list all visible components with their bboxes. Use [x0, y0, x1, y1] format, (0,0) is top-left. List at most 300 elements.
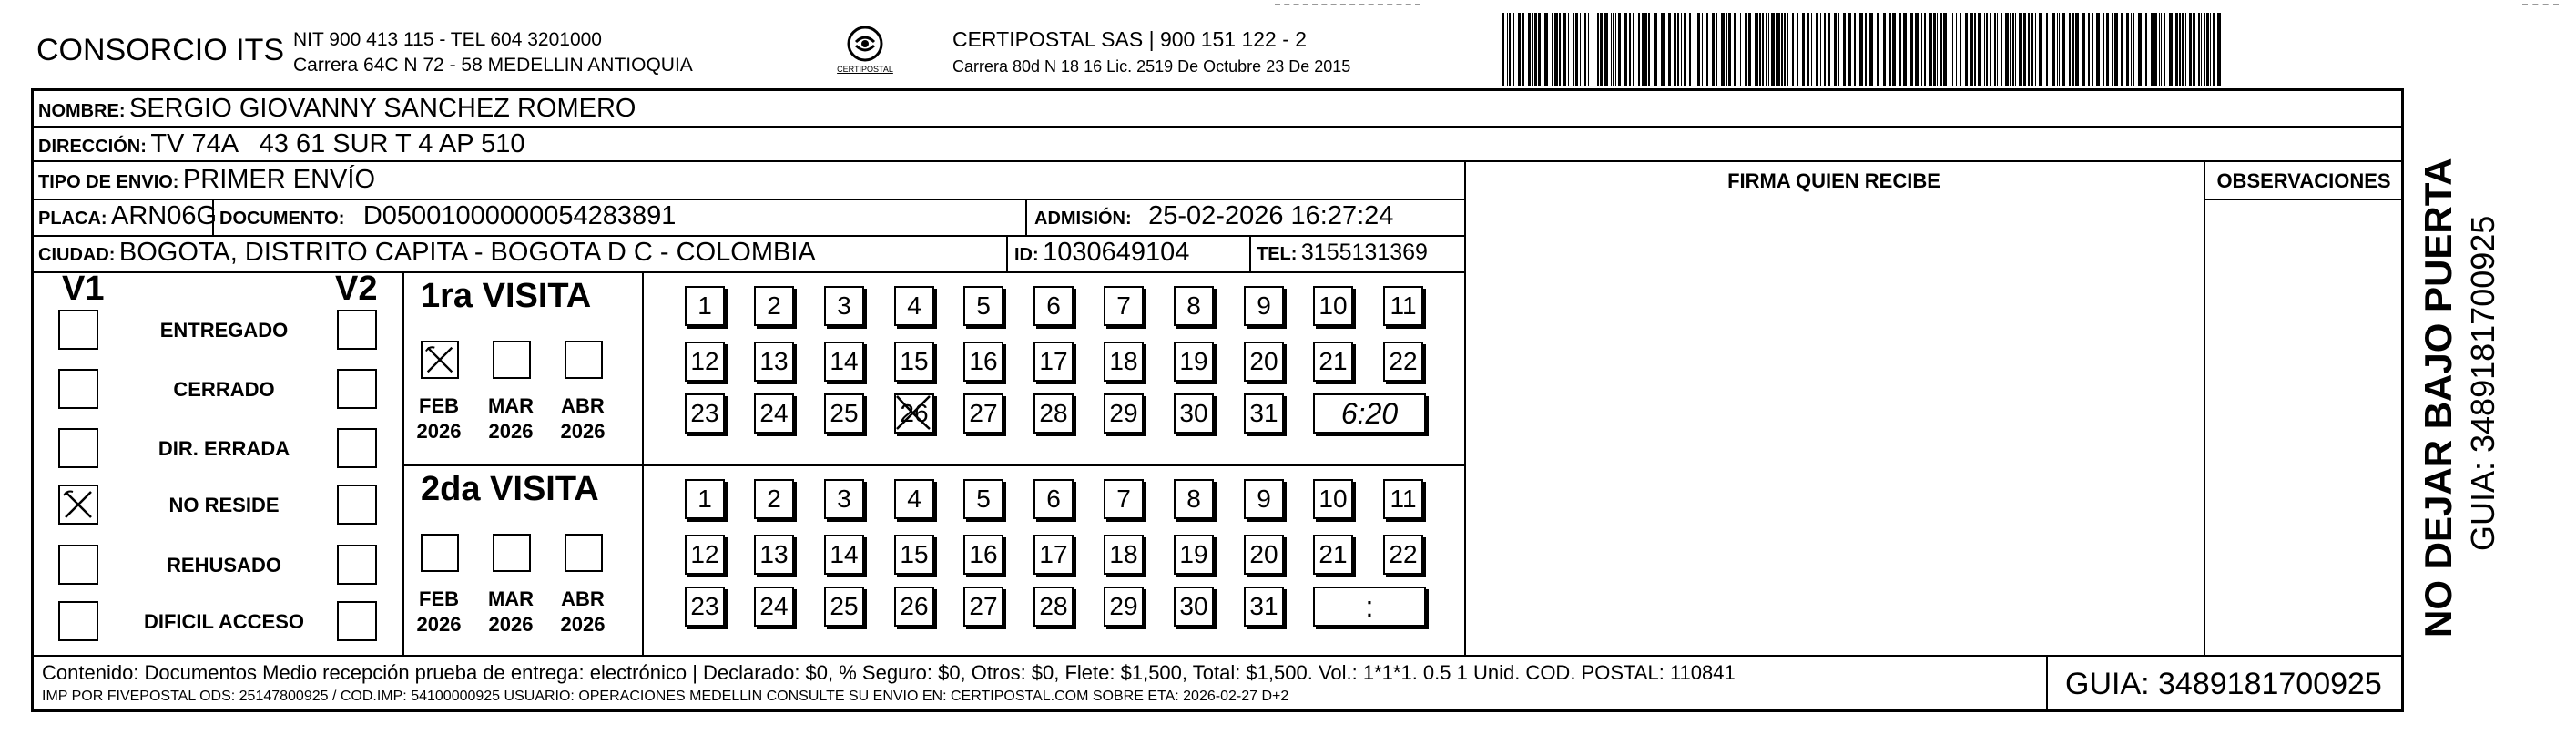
v1-checkbox[interactable]	[58, 310, 98, 350]
barcode-bar	[2182, 13, 2184, 86]
day-number: 31	[1249, 592, 1278, 620]
barcode-bar	[1937, 13, 1938, 86]
day-number: 3	[837, 291, 851, 320]
barcode-bar	[1792, 13, 1794, 86]
day-number: 9	[1257, 291, 1271, 320]
day-number: 24	[759, 399, 789, 427]
day-box[interactable]	[1033, 286, 1074, 326]
day-box[interactable]	[685, 393, 725, 434]
barcode-bar	[2159, 13, 2160, 86]
barcode-bar	[1802, 13, 1805, 86]
v1-checkbox[interactable]	[58, 601, 98, 641]
barcode-bar	[2201, 13, 2202, 86]
barcode-bar	[2151, 13, 2153, 86]
placa-label: PLACA:	[38, 209, 107, 229]
barcode-bar	[1781, 13, 1783, 86]
observaciones-header: OBSERVACIONES	[2216, 169, 2391, 192]
barcode-bar	[1984, 13, 1985, 86]
barcode-bar	[2031, 13, 2033, 86]
barcode-bar	[1604, 13, 1608, 86]
barcode-bar	[1990, 13, 1991, 86]
barcode-bar	[2096, 13, 2100, 86]
day-box[interactable]	[1104, 479, 1144, 519]
day-box[interactable]	[1313, 479, 1353, 519]
month-checkbox[interactable]	[565, 341, 603, 379]
barcode-bar	[2198, 13, 2200, 86]
side-warning: NO DEJAR BAJO PUERTA	[2417, 158, 2459, 638]
day-number: 10	[1319, 485, 1348, 513]
footer-contents: Contenido: Documentos Medio recepción prueba de entrega: electrónico | Declarado: $0, % Seguro: $0, Otros: $0, Flete: $1,500, Total: $1,500. Vol.: 1*1*1. 0.5 1 Unid. COD. POSTAL: 110841	[42, 661, 1736, 684]
status-label: REHUSADO	[167, 554, 281, 577]
day-box[interactable]	[1174, 479, 1214, 519]
barcode-bar	[2175, 13, 2178, 86]
month-checkbox[interactable]	[493, 341, 531, 379]
rule-visits-mid	[402, 464, 1465, 466]
direccion-value: TV 74A 43 61 SUR T 4 AP 510	[150, 129, 525, 158]
cut-line-top	[1275, 4, 1420, 5]
barcode-bar	[2057, 13, 2058, 86]
tipo-label: TIPO DE ENVIO:	[38, 172, 179, 192]
barcode-bar	[1600, 13, 1603, 86]
day-number: 29	[1109, 399, 1138, 427]
barcode-bar	[2012, 13, 2014, 86]
day-number: 17	[1039, 347, 1068, 375]
month-checkbox[interactable]	[565, 534, 603, 572]
day-box[interactable]	[754, 587, 794, 627]
day-box[interactable]	[1244, 587, 1284, 627]
rule-status	[402, 271, 404, 655]
day-box[interactable]	[1313, 535, 1353, 575]
day-number: 11	[1390, 291, 1417, 320]
barcode-bar	[2193, 13, 2195, 86]
v2-header: V2	[335, 270, 378, 308]
barcode-bar	[1638, 13, 1640, 86]
barcode-bar	[1681, 13, 1682, 86]
barcode-bar	[1952, 13, 1953, 86]
barcode-bar	[1642, 13, 1644, 86]
rule-3b	[2204, 199, 2404, 200]
month-year: 2026	[416, 420, 462, 443]
day-number: 28	[1039, 592, 1068, 620]
month-year: 2026	[560, 420, 606, 443]
barcode-bar	[2019, 13, 2022, 86]
day-box[interactable]	[685, 479, 725, 519]
barcode-bar	[1661, 13, 1665, 86]
time-box[interactable]: 6:20	[1313, 393, 1426, 434]
firma-header: FIRMA QUIEN RECIBE	[1727, 169, 1940, 192]
barcode-bar	[1712, 13, 1715, 86]
certipostal-logo-icon	[845, 24, 885, 64]
barcode-bar	[1563, 13, 1566, 86]
barcode-bar	[1777, 13, 1780, 86]
barcode-bar	[2092, 13, 2093, 86]
day-box[interactable]	[1174, 535, 1214, 575]
barcode-bar	[1615, 13, 1616, 86]
day-box[interactable]	[1174, 342, 1214, 382]
barcode-bar	[1762, 13, 1764, 86]
barcode-bar	[1726, 13, 1727, 86]
barcode-bar	[1807, 13, 1809, 86]
company-nit: NIT 900 413 115 - TEL 604 3201000	[293, 29, 602, 50]
barcode-bar	[1544, 13, 1548, 86]
barcode-bar	[1644, 13, 1647, 86]
nombre-label: NOMBRE:	[38, 101, 126, 121]
day-box[interactable]	[894, 286, 934, 326]
barcode-bar	[1956, 13, 1957, 86]
month-label	[484, 393, 538, 444]
barcode-bar	[1787, 13, 1788, 86]
barcode-bar	[2138, 13, 2142, 86]
nombre-row	[38, 93, 636, 128]
barcode-bar	[2052, 13, 2055, 86]
month-checkbox[interactable]	[493, 534, 531, 572]
day-number: 23	[690, 399, 719, 427]
day-box[interactable]	[824, 535, 864, 575]
day-box[interactable]	[754, 286, 794, 326]
day-number: 8	[1186, 291, 1201, 320]
v1-checkbox[interactable]	[58, 428, 98, 468]
day-number: 24	[759, 592, 789, 620]
admision-field	[1034, 200, 1393, 236]
day-box[interactable]	[1033, 587, 1074, 627]
documento-field	[219, 200, 676, 236]
barcode-bar	[1965, 13, 1968, 86]
day-box[interactable]	[824, 393, 864, 434]
nombre-value: SERGIO GIOVANNY SANCHEZ ROMERO	[129, 94, 636, 123]
month-checkbox[interactable]	[421, 341, 459, 379]
day-box[interactable]	[1383, 535, 1423, 575]
barcode-bar	[1960, 13, 1961, 86]
day-number: 5	[976, 291, 991, 320]
v2-checkbox[interactable]	[337, 428, 377, 468]
day-box[interactable]	[963, 535, 1003, 575]
barcode-bar	[1748, 13, 1751, 86]
day-box[interactable]	[1033, 393, 1074, 434]
barcode-bar	[1522, 13, 1524, 86]
day-box[interactable]	[754, 535, 794, 575]
logo-text: CERTIPOSTAL	[837, 65, 893, 74]
barcode-bar	[1668, 13, 1671, 86]
day-box[interactable]	[963, 393, 1003, 434]
day-number: 13	[759, 347, 789, 375]
day-box[interactable]	[1033, 479, 1074, 519]
day-number: 2	[767, 291, 781, 320]
day-number: 9	[1257, 485, 1271, 513]
carrier-name: CERTIPOSTAL SAS | 900 151 122 - 2	[952, 27, 1308, 51]
barcode-bar	[1811, 13, 1812, 86]
barcode-bar	[1889, 13, 1891, 86]
day-box[interactable]	[1104, 587, 1144, 627]
day-number: 16	[969, 347, 998, 375]
month-year: 2026	[560, 613, 606, 636]
check-mark-icon	[60, 486, 97, 523]
day-number: 26	[900, 592, 929, 620]
day-box[interactable]	[1244, 286, 1284, 326]
day-number: 18	[1109, 540, 1138, 568]
day-number: 14	[830, 540, 859, 568]
check-mark-icon	[423, 342, 457, 377]
barcode-bar	[1702, 13, 1703, 86]
company-address: Carrera 64C N 72 - 58 MEDELLIN ANTIOQUIA	[293, 55, 693, 76]
day-box[interactable]	[1383, 479, 1423, 519]
day-number: 1	[697, 291, 712, 320]
day-number: 28	[1039, 399, 1068, 427]
barcode-bar	[1784, 13, 1786, 86]
day-box[interactable]	[685, 535, 725, 575]
month-year: 2026	[488, 420, 534, 443]
barcode-bar	[1859, 13, 1863, 86]
month-label	[484, 587, 538, 638]
barcode-bar	[1611, 13, 1612, 86]
barcode-bar	[1877, 13, 1879, 86]
barcode-bar	[1820, 13, 1821, 86]
rule-obs-left	[2204, 160, 2205, 655]
barcode-bar	[1534, 13, 1537, 86]
rule-admision	[1025, 199, 1027, 235]
visit-title: 1ra VISITA	[421, 277, 592, 315]
footer-print-info: IMP POR FIVEPOSTAL ODS: 25147800925 / COD.IMP: 54100000925 USUARIO: OPERACIONES MEDELLIN CONSULTE SU ENVIO EN: CERTIPOSTAL.COM SOBRE ETA: 2026-02-27 D+2	[42, 689, 1289, 704]
status-label: DIR. ERRADA	[158, 437, 290, 460]
month-name: MAR	[487, 394, 535, 417]
visit-title: 2da VISITA	[421, 470, 599, 508]
barcode-bar	[2103, 13, 2104, 86]
barcode-bar	[2210, 13, 2211, 86]
status-label: ENTREGADO	[159, 319, 289, 342]
day-box[interactable]	[894, 479, 934, 519]
barcode-bar	[2185, 13, 2186, 86]
day-number: 15	[900, 347, 929, 375]
day-box[interactable]	[1244, 479, 1284, 519]
month-year: 2026	[416, 613, 462, 636]
barcode-bar	[1597, 13, 1599, 86]
day-number: 4	[907, 485, 921, 513]
day-number: 12	[690, 347, 719, 375]
placa-value: ARN06G	[111, 201, 218, 230]
barcode-bar	[1633, 13, 1634, 86]
barcode-bar	[2213, 13, 2215, 86]
day-number: 23	[690, 592, 719, 620]
barcode-bar	[1554, 13, 1558, 86]
day-number: 27	[969, 592, 998, 620]
day-box[interactable]	[685, 342, 725, 382]
barcode-bar	[1797, 13, 1798, 86]
tel-value: 3155131369	[1300, 240, 1428, 265]
time-box[interactable]: :	[1313, 587, 1426, 627]
barcode-bar	[1816, 13, 1817, 86]
day-box[interactable]	[1313, 342, 1353, 382]
v2-checkbox[interactable]	[337, 369, 377, 409]
barcode-bar	[1568, 13, 1569, 86]
barcode-bar	[2059, 13, 2060, 86]
tel-label: TEL:	[1257, 244, 1298, 264]
barcode-bar	[1766, 13, 1767, 86]
day-box[interactable]	[824, 342, 864, 382]
certipostal-logo	[829, 24, 901, 78]
barcode-bar	[2010, 13, 2011, 86]
v2-checkbox[interactable]	[337, 310, 377, 350]
barcode-bar	[1580, 13, 1581, 86]
barcode-bar	[2131, 13, 2132, 86]
day-number: 17	[1039, 540, 1068, 568]
day-box[interactable]	[894, 393, 934, 434]
barcode-bar	[1978, 13, 1981, 86]
day-box[interactable]	[1244, 393, 1284, 434]
day-number: 21	[1319, 540, 1348, 568]
v1-checkbox[interactable]	[58, 369, 98, 409]
day-box[interactable]	[894, 535, 934, 575]
day-number: 7	[1116, 291, 1131, 320]
barcode-bar	[1892, 13, 1896, 86]
tel-field	[1257, 237, 1428, 271]
day-box[interactable]	[963, 479, 1003, 519]
barcode-bar	[1674, 13, 1676, 86]
barcode-bar	[1624, 13, 1627, 86]
v1-checkbox[interactable]	[58, 545, 98, 585]
barcode-bar	[1899, 13, 1901, 86]
barcode-bar	[2106, 13, 2109, 86]
barcode-bar	[1883, 13, 1886, 86]
month-checkbox[interactable]	[421, 534, 459, 572]
documento-label: DOCUMENTO:	[219, 209, 345, 229]
v2-checkbox[interactable]	[337, 601, 377, 641]
barcode-bar	[1518, 13, 1521, 86]
day-box[interactable]	[824, 479, 864, 519]
day-box[interactable]	[824, 286, 864, 326]
barcode-bar	[2164, 13, 2165, 86]
barcode-bar	[1817, 13, 1818, 86]
id-label: ID:	[1014, 245, 1039, 265]
day-number: 13	[759, 540, 789, 568]
month-label	[412, 587, 466, 638]
day-box[interactable]	[1174, 393, 1214, 434]
barcode-bar	[1940, 13, 1942, 86]
day-box[interactable]	[1033, 342, 1074, 382]
barcode-bar	[1755, 13, 1758, 86]
rule-months	[642, 271, 644, 655]
barcode-bar	[1768, 13, 1769, 86]
day-box[interactable]	[1104, 342, 1144, 382]
barcode	[1502, 13, 2231, 86]
barcode-bar	[1834, 13, 1837, 86]
barcode-bar	[1828, 13, 1830, 86]
day-box[interactable]	[894, 342, 934, 382]
day-number: 19	[1179, 347, 1208, 375]
barcode-bar	[1538, 13, 1541, 86]
barcode-bar	[2015, 13, 2016, 86]
id-value: 1030649104	[1043, 238, 1190, 267]
month-year: 2026	[488, 613, 534, 636]
day-number: 20	[1249, 347, 1278, 375]
day-box[interactable]	[685, 587, 725, 627]
day-box[interactable]	[1383, 286, 1423, 326]
day-box[interactable]	[1174, 286, 1214, 326]
barcode-bar	[2206, 13, 2209, 86]
day-box[interactable]	[963, 342, 1003, 382]
day-box[interactable]	[1244, 535, 1284, 575]
day-box[interactable]	[1104, 535, 1144, 575]
barcode-bar	[1776, 13, 1777, 86]
month-name: MAR	[487, 587, 535, 610]
barcode-bar	[2046, 13, 2048, 86]
month-name: FEB	[419, 587, 459, 610]
day-box[interactable]	[685, 286, 725, 326]
barcode-bar	[1716, 13, 1717, 86]
company-name: CONSORCIO ITS	[36, 33, 285, 67]
barcode-bar	[1618, 13, 1621, 86]
day-box[interactable]	[754, 393, 794, 434]
day-box[interactable]	[824, 587, 864, 627]
v1-checkbox[interactable]	[58, 485, 98, 525]
barcode-bar	[1697, 13, 1700, 86]
v2-checkbox[interactable]	[337, 545, 377, 585]
day-box[interactable]	[1104, 393, 1144, 434]
barcode-bar	[1513, 13, 1514, 86]
day-number: 4	[907, 291, 921, 320]
barcode-bar	[1532, 13, 1533, 86]
barcode-bar	[2062, 13, 2065, 86]
rule-sig-left	[1464, 160, 1466, 655]
day-box[interactable]	[963, 286, 1003, 326]
barcode-bar	[1575, 13, 1578, 86]
barcode-bar	[2153, 13, 2157, 86]
day-box[interactable]	[754, 342, 794, 382]
tipo-row	[38, 164, 375, 199]
day-number: 16	[969, 540, 998, 568]
status-label: NO RESIDE	[168, 494, 280, 516]
barcode-bar	[1970, 13, 1973, 86]
barcode-bar	[1997, 13, 1998, 86]
day-number: 27	[969, 399, 998, 427]
day-box[interactable]	[1104, 286, 1144, 326]
day-number: 1	[697, 485, 712, 513]
direccion-label: DIRECCIÓN:	[38, 137, 147, 157]
barcode-bar	[2088, 13, 2090, 86]
month-name: FEB	[419, 394, 459, 417]
day-cross-icon	[893, 393, 933, 433]
v2-checkbox[interactable]	[337, 485, 377, 525]
barcode-bar	[1759, 13, 1761, 86]
barcode-bar	[1721, 13, 1725, 86]
barcode-bar	[1502, 13, 1504, 86]
day-number: 19	[1179, 540, 1208, 568]
day-box[interactable]	[1033, 535, 1074, 575]
barcode-bar	[2126, 13, 2129, 86]
barcode-bar	[2121, 13, 2123, 86]
day-number: 8	[1186, 485, 1201, 513]
day-box[interactable]	[894, 587, 934, 627]
day-box[interactable]	[754, 479, 794, 519]
day-box[interactable]	[963, 587, 1003, 627]
day-box[interactable]	[1244, 342, 1284, 382]
v1-header: V1	[62, 270, 105, 308]
day-box[interactable]	[1174, 587, 1214, 627]
day-box[interactable]	[1313, 286, 1353, 326]
day-box[interactable]	[1383, 342, 1423, 382]
day-number: 30	[1179, 592, 1208, 620]
rule-footer-guia	[2046, 655, 2048, 712]
admision-label: ADMISIÓN:	[1034, 209, 1132, 229]
barcode-bar	[1613, 13, 1614, 86]
barcode-bar	[1507, 13, 1508, 86]
barcode-bar	[1552, 13, 1553, 86]
barcode-bar	[1573, 13, 1574, 86]
day-number: 22	[1389, 347, 1418, 375]
barcode-bar	[1921, 13, 1922, 86]
barcode-bar	[1854, 13, 1856, 86]
barcode-bar	[1746, 13, 1747, 86]
ciudad-value: BOGOTA, DISTRITO CAPITA - BOGOTA D C - COLOMBIA	[118, 238, 816, 267]
barcode-bar	[1706, 13, 1708, 86]
